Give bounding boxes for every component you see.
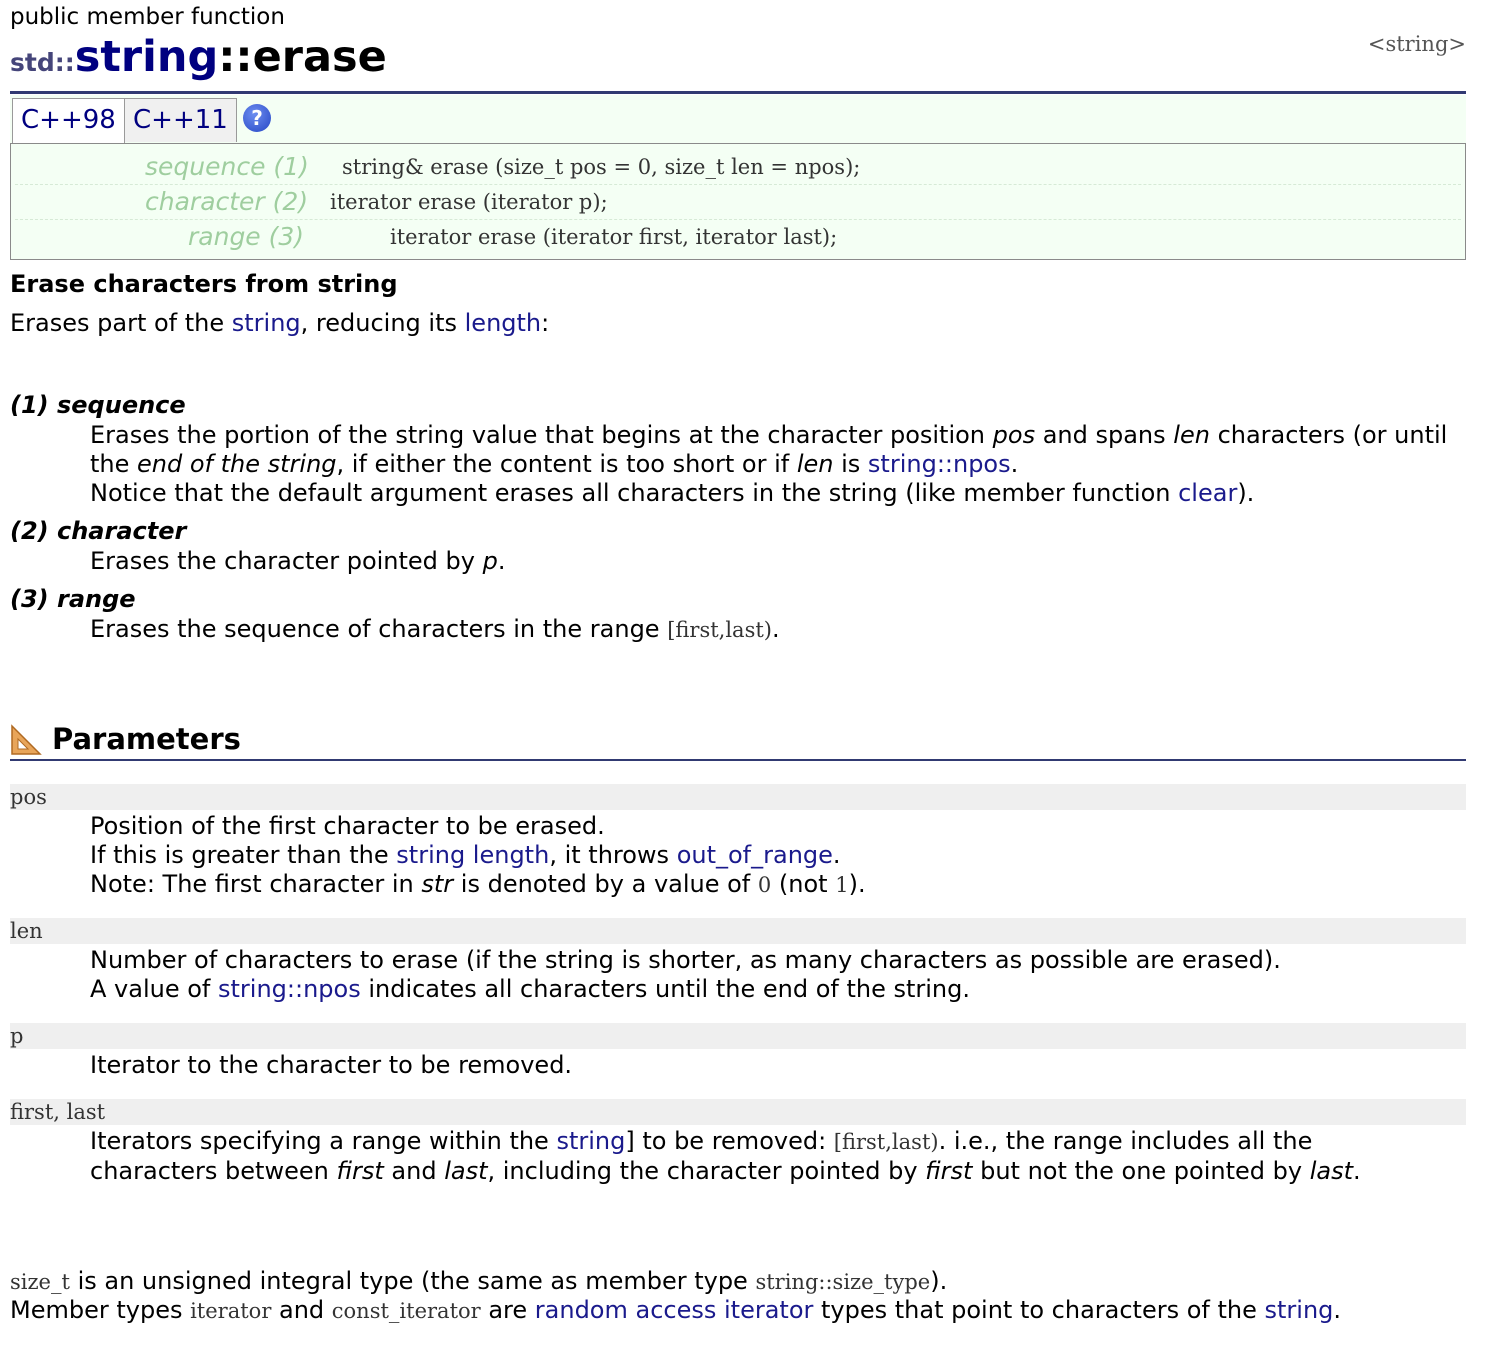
title-function: erase — [252, 32, 387, 82]
tab-cpp11[interactable]: C++11 — [124, 98, 237, 142]
variant-desc-sequence — [90, 421, 1460, 508]
param-desc-p — [90, 1051, 1460, 1080]
intro-text-part: : — [541, 309, 550, 337]
set-square-icon — [10, 724, 42, 756]
desc-line: Notice that the default argument erases all characters in the string (like member function clear). — [90, 479, 1255, 507]
desc-line: Note: The first character in str is denoted by a value of 0 (not 1). — [90, 870, 866, 898]
prototype-row — [15, 185, 1461, 220]
out-of-range-link[interactable]: out_of_range — [676, 841, 833, 869]
parameters-heading — [10, 722, 1466, 761]
string-link[interactable]: string — [231, 309, 301, 337]
random-access-iterator-link[interactable]: random access iterator — [534, 1296, 814, 1324]
prototype-signature: iterator erase (iterator first, iterator last); — [390, 225, 838, 249]
prototype-name: sequence (1) — [145, 152, 309, 181]
prototype-signature: iterator erase (iterator p); — [330, 190, 608, 214]
member-kind-label: public member function — [10, 4, 285, 30]
param-name: len — [10, 919, 43, 943]
string-length-link[interactable]: string length — [396, 841, 550, 869]
desc-line: If this is greater than the string length, it throws out_of_range. — [90, 841, 841, 869]
desc-line: A value of string::npos indicates all characters until the end of the string. — [90, 975, 971, 1003]
iterator-types-note: Member types iterator and const_iterator are random access iterator types that point to characters of the string. — [10, 1296, 1342, 1324]
npos-link[interactable]: string::npos — [867, 450, 1011, 478]
intro-text-part: , reducing its — [300, 309, 465, 337]
param-name: first, last — [10, 1100, 106, 1124]
param-header-pos — [10, 784, 1466, 810]
page-title — [10, 32, 387, 82]
param-header-p — [10, 1023, 1466, 1049]
length-link[interactable]: length — [464, 309, 542, 337]
help-icon[interactable]: ? — [243, 104, 271, 132]
title-namespace: std:: — [10, 48, 75, 77]
prototype-signature: string& erase (size_t pos = 0, size_t len = npos); — [342, 155, 861, 179]
parameters-title: Parameters — [52, 722, 241, 756]
npos-link[interactable]: string::npos — [218, 975, 361, 1003]
string-link[interactable]: string — [556, 1127, 626, 1155]
prototype-table — [10, 143, 1466, 260]
size-type-link[interactable]: string::size_type — [755, 1270, 931, 1294]
desc-line: Iterators specifying a range within the string] to be removed: [first,last). i.e., the range includes all the — [90, 1127, 1313, 1155]
string-link[interactable]: string — [1264, 1296, 1334, 1324]
size-t-link[interactable]: size_t — [10, 1270, 70, 1294]
param-desc-len — [90, 946, 1460, 1004]
param-name: pos — [10, 785, 47, 809]
variant-desc-range: Erases the sequence of characters in the range [first,last). — [90, 615, 780, 643]
title-separator: :: — [218, 32, 253, 82]
prototype-name: character (2) — [145, 187, 309, 216]
variant-title-character: (2) character — [10, 517, 187, 545]
intro-text-part: Erases part of the — [10, 309, 232, 337]
variant-title-sequence: (1) sequence — [10, 391, 186, 419]
intro-text — [10, 309, 549, 337]
brief-description: Erase characters from string — [10, 270, 398, 298]
variant-desc-character: Erases the character pointed by p. — [90, 547, 506, 575]
desc-line: the end of the string, if either the content is too short or if len is string::npos. — [90, 450, 1019, 478]
title-class: string — [74, 32, 219, 82]
param-header-len — [10, 918, 1466, 944]
desc-line: Position of the first character to be erased. — [90, 812, 605, 840]
prototype-row — [15, 150, 1461, 185]
desc-line: Number of characters to erase (if the string is shorter, as many characters as possible are erased). — [90, 946, 1281, 974]
desc-line: Erases the portion of the string value that begins at the character position pos and spans len characters (or until — [90, 421, 1448, 449]
size-t-note: size_t is an unsigned integral type (the same as member type string::size_type). — [10, 1267, 948, 1295]
param-name: p — [10, 1024, 24, 1048]
param-desc-first-last — [90, 1127, 1460, 1186]
desc-line: Iterator to the character to be removed. — [90, 1051, 573, 1079]
title-divider — [10, 91, 1466, 94]
variant-title-range: (3) range — [10, 585, 136, 613]
prototype-row — [15, 220, 1461, 254]
clear-link[interactable]: clear — [1178, 479, 1238, 507]
param-desc-pos — [90, 812, 1460, 900]
header-file-link[interactable]: <string> — [1367, 32, 1466, 56]
tab-cpp98[interactable]: C++98 — [12, 98, 125, 144]
standard-tabs — [10, 95, 1466, 144]
desc-line: characters between first and last, including the character pointed by first but not the one pointed by last. — [90, 1157, 1361, 1185]
param-header-first-last — [10, 1099, 1466, 1125]
prototype-name: range (3) — [188, 222, 305, 251]
